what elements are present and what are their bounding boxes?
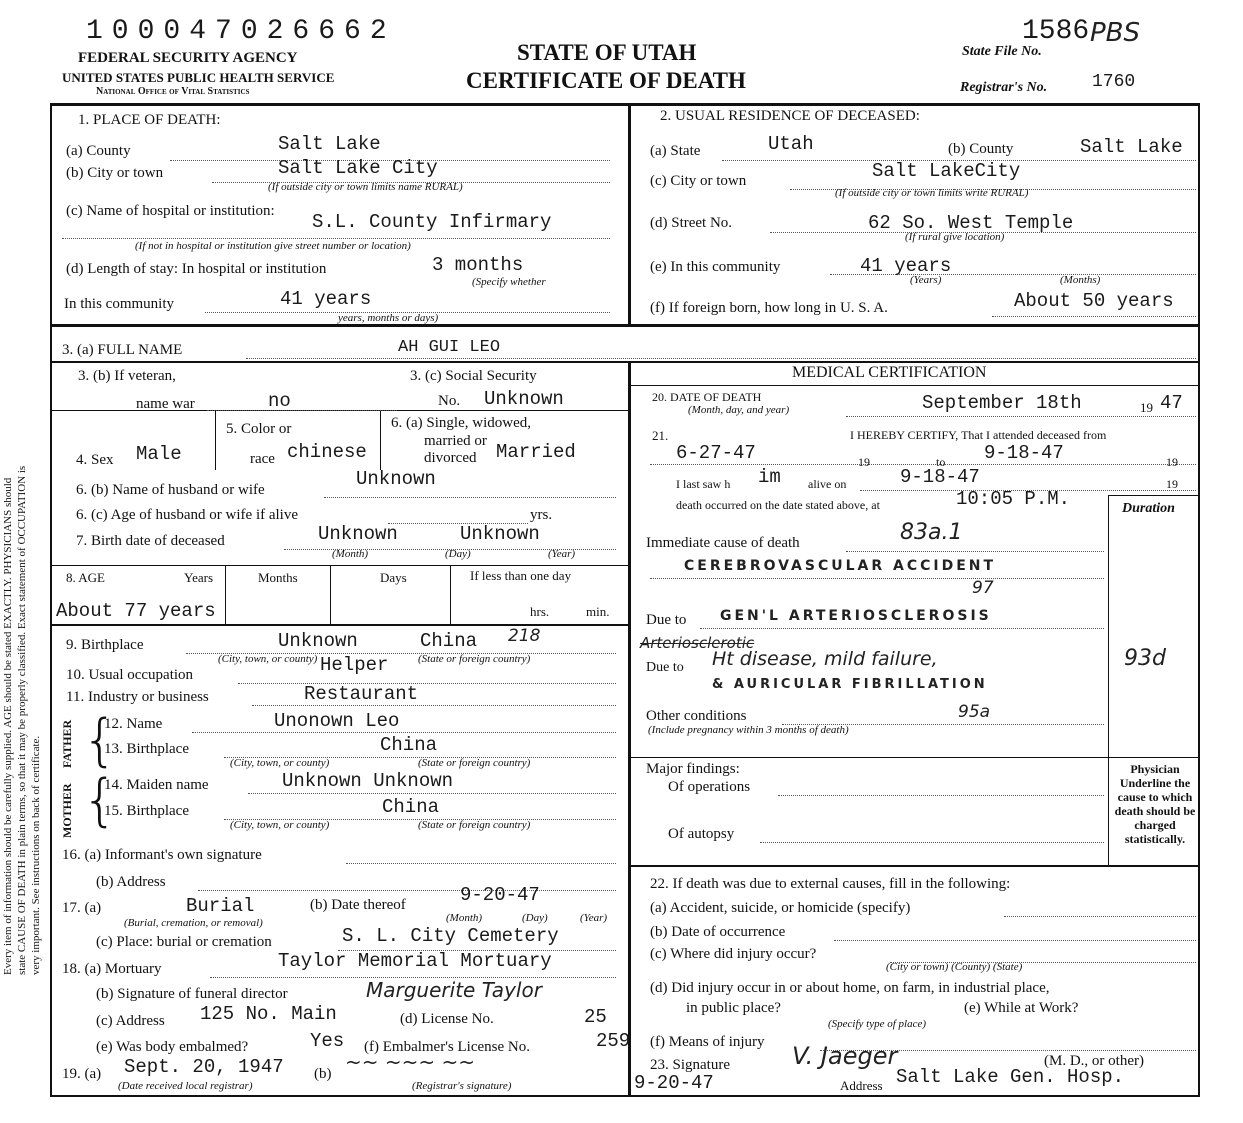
birthdate-label: 7. Birth date of deceased [76,533,225,549]
birth-day-note: (Day) [445,548,471,560]
burial-date-value: 9-20-47 [460,884,540,906]
burial-day-note: (Day) [522,912,548,924]
burial-label: 17. (a) [62,900,102,916]
middle-divider [628,361,631,1097]
place-community-value: 41 years [280,288,372,310]
signature-label: 23. Signature [650,1057,730,1073]
mortuary-value: Taylor Memorial Mortuary [278,950,552,972]
spouse-label: 6. (b) Name of husband or wife [76,482,265,498]
age-months-label: Months [258,570,298,585]
registrar-number: 1760 [1092,72,1136,92]
alive-value: 9-18-47 [900,466,980,488]
occupation-value: Helper [320,654,389,676]
mother-vertical-label: MOTHER [60,783,74,838]
residence-city-note: (If outside city or town limits write RURAL) [835,187,1029,199]
residence-community-label: (e) In this community [650,259,781,275]
attended-to-19: 19 [1166,455,1178,469]
informant-sig-label: 16. (a) Informant's own signature [62,847,262,863]
row-divider-2 [50,361,1200,363]
state-file-label: State File No. [962,44,1042,59]
due-to-code-1: 97 [972,578,994,598]
occurred-label: death occurred on the date stated above, at [676,498,880,512]
residence-state-value: Utah [768,133,814,155]
margin-instruction-2: state CAUSE OF DEATH in plain terms, so that it may be properly classified. Exact statement of OCCUPATION is [16,465,28,975]
place-community-label: In this community [64,296,174,312]
immediate-cause-label: Immediate cause of death [646,535,800,551]
death-date-note: (Month, day, and year) [688,404,790,416]
mortuary-label: 18. (a) Mortuary [62,961,162,977]
attended-to: 9-18-47 [984,442,1064,464]
age-hrs-label: hrs. [530,604,550,619]
due-to-label-2: Due to [646,660,684,675]
registrar-signature: ~~ ~~~ ~~ [345,1050,476,1074]
last-saw-label: I last saw h [676,477,731,491]
war-label: name war [136,396,195,412]
mother-brace: { [82,768,118,833]
industry-value: Restaurant [304,683,419,705]
birthplace-city-note: (City, town, or county) [218,653,318,665]
age-years-divider [225,565,226,625]
director-signature: Marguerite Taylor [366,978,542,1002]
birth-month-note: (Month) [332,548,369,560]
mortuary-address-label: (c) Address [96,1013,165,1029]
due-to-value-2b: & AURICULAR FIBRILLATION [712,677,988,692]
color-divider [380,410,381,470]
external-d-note: (Specify type of place) [828,1018,927,1030]
certificate-title: CERTIFICATE OF DEATH [466,68,746,93]
registrar-label: Registrar's No. [960,80,1048,95]
due-to-value-2a: Ht disease, mild failure, [712,648,938,670]
birthplace-value: Unknown [278,630,358,652]
birth-day-value: Unknown [460,523,540,545]
place-of-death-heading: 1. PLACE OF DEATH: [78,112,221,128]
registrar-sig-note: (Registrar's signature) [412,1080,512,1092]
state-title: STATE OF UTAH [517,40,697,65]
death-county-value: Salt Lake [278,133,381,155]
external-c: (c) Where did injury occur? [650,946,817,962]
residence-state-label: (a) State [650,143,701,159]
foreign-born-label: (f) If foreign born, how long in U. S. A. [650,300,888,316]
mortuary-address-value: 125 No. Main [200,1003,337,1025]
attended-from-19: 19 [858,455,870,469]
full-name-value: AH GUI LEO [398,338,501,357]
alive-19: 19 [1166,477,1178,491]
md-label: (M. D., or other) [1044,1053,1144,1069]
age-min-label: min. [586,604,610,619]
due-to-code-2: 93d [1124,646,1166,671]
attended-to-label: to [936,455,946,469]
burial-note: (Burial, cremation, or removal) [124,917,263,929]
outer-bottom-border [50,1095,1200,1097]
duration-label: Duration [1122,501,1175,516]
race-label: race [250,451,275,467]
ss-no-label: No. [438,393,461,409]
signature-address-label: Address [840,1078,883,1093]
father-brace: { [82,708,118,773]
father-birth-value: China [380,734,438,756]
external-b: (b) Date of occurrence [650,924,786,940]
certify-label: 21. [652,428,669,443]
birthdate-divider [50,565,630,566]
external-a: (a) Accident, suicide, or homicide (specify) [650,900,911,916]
serial-number: 100047026662 [86,16,396,47]
birthplace-country: China [420,630,478,652]
other-conditions-code: 95a [958,702,991,722]
residence-community-value: 41 years [860,255,952,277]
row-divider-1 [50,324,1200,327]
industry-label: 11. Industry or business [66,689,209,705]
death-city-value: Salt Lake City [278,157,438,179]
immediate-cause-code: 83a.1 [900,520,963,545]
embalmed-value: Yes [310,1030,345,1052]
agency-office: National Office of Vital Statistics [96,86,250,97]
major-findings-label: Major findings: [646,761,740,777]
attended-from: 6-27-47 [676,442,756,464]
burial-year-note: (Year) [580,912,608,924]
marital-label-2: married or [424,433,487,449]
hospital-label: (c) Name of hospital or institution: [66,203,275,219]
age-divider [50,624,630,626]
mother-city-note: (City, town, or county) [230,819,330,831]
age-less-label: If less than one day [470,568,572,583]
age-years-label: Years [184,570,214,585]
external-f: (f) Means of injury [650,1034,765,1050]
father-name-value: Unonown Leo [274,710,400,732]
birthplace-code: 218 [508,626,541,646]
received-label: 19. (a) [62,1066,102,1082]
stay-label: (d) Length of stay: In hospital or institution [66,261,327,277]
signature-address-value: Salt Lake Gen. Hosp. [896,1066,1125,1088]
marital-label: 6. (a) Single, widowed, [391,415,531,431]
external-e: (e) While at Work? [964,1000,1079,1016]
stay-value: 3 months [432,254,524,276]
mother-birth-label: 15. Birthplace [104,803,189,819]
sex-divider [215,410,216,470]
sex-label: 4. Sex [76,452,114,468]
birthplace-label: 9. Birthplace [66,637,144,653]
due-to-label-1: Due to [646,612,687,628]
state-file-number: 1586 [1022,16,1090,47]
age-value: About 77 years [56,600,216,622]
outer-right-border [1198,103,1200,1097]
agency-service: UNITED STATES PUBLIC HEALTH SERVICE [62,70,335,85]
residence-years-note: (Years) [910,274,942,286]
medical-heading: MEDICAL CERTIFICATION [792,364,987,381]
ss-label: 3. (c) Social Security [410,368,537,384]
burial-place-value: S. L. City Cemetery [342,925,559,947]
death-date-value: September 18th [922,392,1082,414]
last-saw-value: im [758,466,781,488]
war-value: no [268,390,291,412]
external-heading: 22. If death was due to external causes, fill in the following: [650,876,1011,892]
full-name-label: 3. (a) FULL NAME [62,342,183,358]
residence-city-label: (c) City or town [650,173,747,189]
state-file-handwritten: PBS [1090,18,1141,48]
findings-divider [630,757,1200,758]
residence-street-value: 62 So. West Temple [868,212,1074,234]
other-conditions-note: (Include pregnancy within 3 months of death) [648,724,849,736]
certify-text: I HEREBY CERTIFY, That I attended deceased from [850,428,1107,442]
outer-left-border [50,103,52,1097]
sex-value: Male [136,443,182,465]
stay-note: (Specify whether [472,276,546,288]
hospital-value: S.L. County Infirmary [312,211,552,233]
physician-note: Physician Underline the cause to which death should be charged statistically. [1114,762,1196,846]
external-c-notes: (City or town) (County) (State) [886,961,1023,973]
mother-state-note: (State or foreign country) [418,819,531,831]
death-city-note: (If outside city or town limits name RURAL) [268,181,463,193]
death-date-nineteen: 19 [1140,400,1153,415]
other-conditions-label: Other conditions [646,708,747,724]
registrar-sig-label: (b) [314,1066,332,1082]
veteran-label: 3. (b) If veteran, [78,368,176,384]
external-divider [630,865,1200,867]
license-value: 25 [584,1006,607,1028]
burial-value: Burial [186,895,255,917]
death-date-label: 20. DATE OF DEATH [652,390,762,404]
age-days-label: Days [380,570,407,585]
father-city-note: (City, town, or county) [230,757,330,769]
place-community-note: years, months or days) [338,312,439,324]
margin-instruction-1: Every item of information should be carefully supplied. AGE should be stated EXACTLY. PHYSICIANS should [2,477,14,975]
hospital-note: (If not in hospital or institution give street number or location) [135,240,411,252]
death-county-label: (a) County [66,143,131,159]
mother-birth-value: China [382,796,440,818]
father-name-label: 12. Name [104,716,163,732]
residence-county-label: (b) County [948,141,1014,157]
license-label: (d) License No. [400,1011,494,1027]
physician-signature: V. Jaeger [792,1042,898,1070]
struck-text: Arteriosclerotic [640,634,755,652]
embalmed-label: (e) Was body embalmed? [96,1039,249,1055]
received-value: Sept. 20, 1947 [124,1056,284,1078]
death-time-value: 10:05 P.M. [956,488,1071,510]
death-date-year: 47 [1160,392,1183,414]
foreign-born-value: About 50 years [1014,290,1174,312]
spouse-age-yrs: yrs. [530,507,553,523]
duration-box-left [1108,495,1109,865]
spouse-value: Unknown [356,468,436,490]
residence-city-value: Salt LakeCity [872,160,1021,182]
burial-month-note: (Month) [446,912,483,924]
autopsy-label: Of autopsy [668,826,735,842]
father-state-note: (State or foreign country) [418,757,531,769]
outer-top-border [50,103,1200,106]
external-d2: in public place? [686,1000,781,1016]
residence-street-label: (d) Street No. [650,215,733,231]
age-days-divider [450,565,451,625]
residence-street-note: (If rural give location) [905,231,1005,243]
residence-months-note: (Months) [1060,274,1101,286]
residence-heading: 2. USUAL RESIDENCE OF DECEASED: [660,108,920,124]
received-note: (Date received local registrar) [118,1080,253,1092]
burial-place-label: (c) Place: burial or cremation [96,934,272,950]
father-vertical-label: FATHER [60,719,74,768]
age-months-divider [330,565,331,625]
burial-date-label: (b) Date thereof [310,897,406,913]
embalmer-value: 259 [596,1030,631,1052]
top-section-divider [628,106,631,324]
ss-value: Unknown [484,388,564,410]
mother-name-label: 14. Maiden name [104,777,209,793]
informant-addr-label: (b) Address [96,874,166,890]
father-birth-label: 13. Birthplace [104,741,189,757]
medical-heading-line [630,385,1200,386]
due-to-value-1: GEN'L ARTERIOSCLEROSIS [720,608,992,624]
margin-instruction-3: very important. See instructions on back of certificate. [30,735,42,975]
operations-label: Of operations [668,779,751,795]
color-label: 5. Color or [226,421,292,437]
embalmer-label: (f) Embalmer's License No. [364,1039,530,1055]
director-label: (b) Signature of funeral director [96,986,288,1002]
birth-year-note: (Year) [548,548,576,560]
birthplace-state-note: (State or foreign country) [418,653,531,665]
spouse-age-label: 6. (c) Age of husband or wife if alive [76,507,299,523]
residence-county-value: Salt Lake [1080,136,1183,158]
mother-name-value: Unknown Unknown [282,770,454,792]
death-city-label: (b) City or town [66,165,164,181]
age-label: 8. AGE [66,570,105,585]
signature-date: 9-20-47 [634,1072,714,1094]
agency-name: FEDERAL SECURITY AGENCY [78,50,298,66]
occupation-label: 10. Usual occupation [66,667,194,683]
alive-label: alive on [808,477,847,491]
race-value: chinese [287,441,367,463]
duration-box-top [1108,495,1198,496]
marital-value: Married [496,441,576,463]
immediate-cause-value: CEREBROVASCULAR ACCIDENT [684,558,997,574]
birth-month-value: Unknown [318,523,398,545]
marital-label-3: divorced [424,450,477,466]
external-d: (d) Did injury occur in or about home, on farm, in industrial place, [650,980,1050,996]
